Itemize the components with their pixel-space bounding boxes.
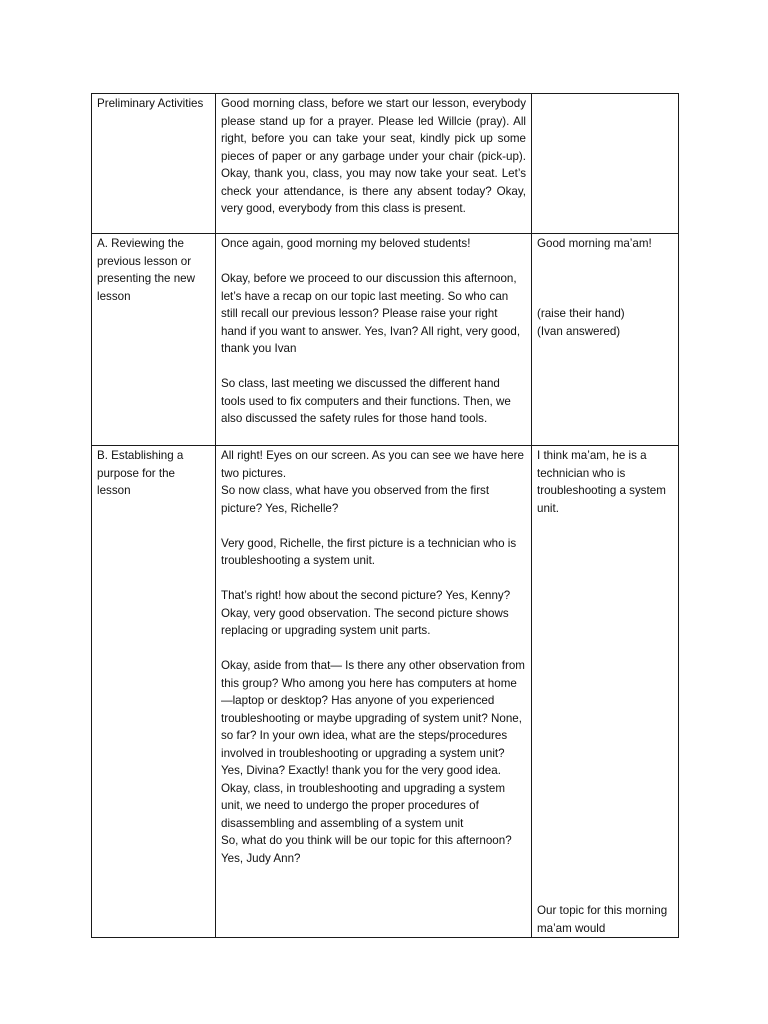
teacher-cell [216, 446, 532, 938]
row-label: B. Establishing a purpose for the lesson [97, 449, 184, 497]
table-row [92, 234, 679, 446]
teacher-text: Okay, class, in troubleshooting and upgrading a system unit, we need to undergo the proper procedures of disassembling and assembling of a system unit [221, 781, 505, 830]
table-row [92, 94, 679, 234]
teacher-text: Good morning class, before we start our lesson, everybody please stand up for a prayer. Please led Willcie (pray). All right, before you can take your seat, kindly pick up some pieces of paper or any garbage under your chair (pick-up). Okay, thank you, class, you may now take your seat. Let’s check your attendance, is there any absent today? Okay, very good, everybody from this class is present. [221, 97, 526, 215]
teacher-text: So, what do you think will be our topic for this afternoon? Yes, Judy Ann? [221, 834, 512, 865]
row-label-cell [92, 446, 216, 938]
lesson-plan-table [91, 93, 679, 938]
student-cell [532, 446, 679, 938]
student-text: Good morning ma’am! [537, 237, 652, 250]
teacher-text: Once again, good morning my beloved students! [221, 237, 471, 250]
teacher-text: So class, last meeting we discussed the different hand tools used to fix computers and their functions. Then, we also discussed the safety rules for those hand tools. [221, 377, 511, 425]
row-label-cell [92, 234, 216, 446]
teacher-text: Okay, before we proceed to our discussion this afternoon, let’s have a recap on our topic last meeting. So who can still recall our previous lesson? Please raise your right hand if you want to answer. Yes, Ivan? All right, very good, thank you Ivan [221, 272, 521, 355]
student-text: (Ivan answered) [537, 324, 621, 338]
student-cell [532, 234, 679, 446]
student-text: I think ma’am, he is a technician who is troubleshooting a system unit. [537, 449, 666, 515]
teacher-cell [216, 94, 532, 234]
teacher-text: Okay, aside from that— Is there any other observation from this group? Who among you here has computers at home—laptop or desktop? Has anyone of you experienced troubleshooting or maybe upgrading of system unit? None, so far? In your own idea, what are the steps/procedures involved in troubleshooting or upgrading a system unit? Yes, Divina? Exactly! thank you for the very good idea. [221, 659, 525, 777]
student-cell [532, 94, 679, 234]
row-label: A. Reviewing the previous lesson or presenting the new lesson [97, 237, 195, 303]
row-label: Preliminary Activities [97, 97, 204, 110]
student-text: Our topic for this morning ma’am would [537, 904, 668, 935]
teacher-text: That’s right! how about the second picture? Yes, Kenny? Okay, very good observation. The second picture shows replacing or upgrading system unit parts. [221, 589, 511, 637]
table-row [92, 446, 679, 938]
student-text: (raise their hand) [537, 307, 625, 320]
teacher-cell [216, 234, 532, 446]
teacher-text: All right! Eyes on our screen. As you can see we have here two pictures. [221, 449, 524, 480]
teacher-text: So now class, what have you observed from the first picture? Yes, Richelle? [221, 484, 490, 515]
teacher-text: Very good, Richelle, the first picture is a technician who is troubleshooting a system unit. [221, 536, 517, 567]
row-label-cell [92, 94, 216, 234]
